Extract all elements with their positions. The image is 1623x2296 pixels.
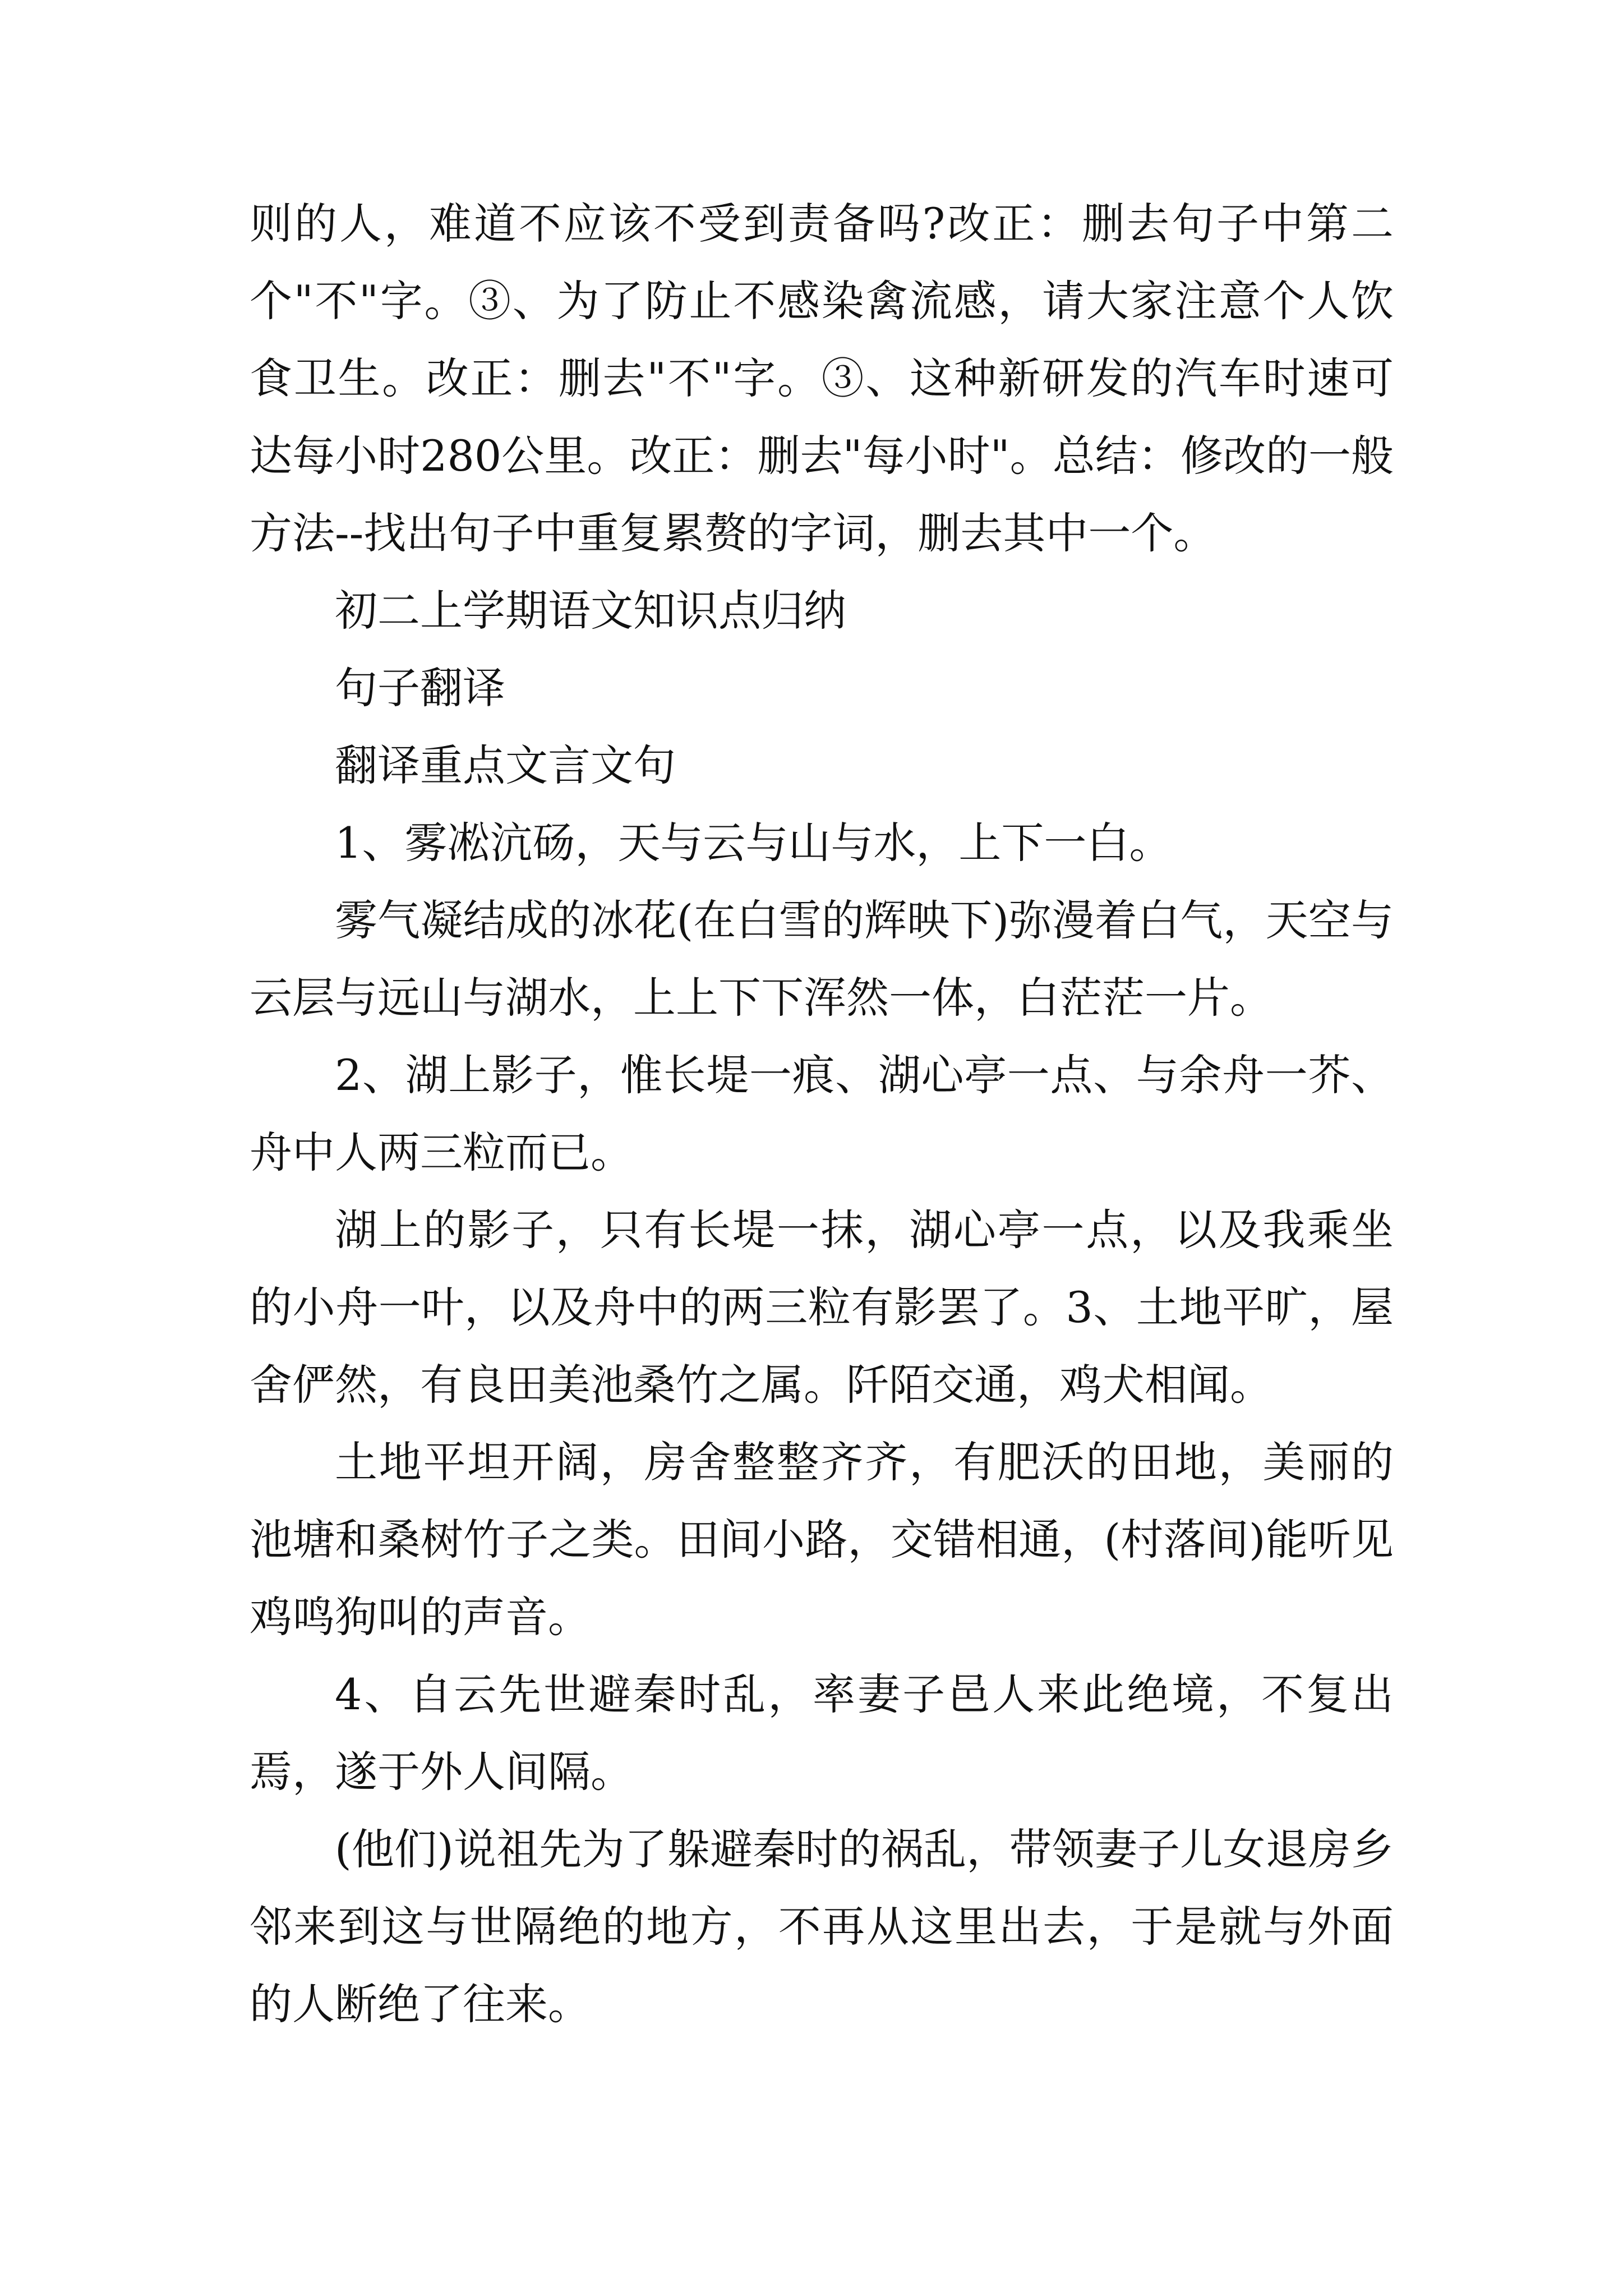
sentence-4-translation: (他们)说祖先为了躲避秦时的祸乱，带领妻子儿女退房乡邻来到这与世隔绝的地方，不再从这里出去，于是就与外面的人断绝了往来。: [250, 1824, 1394, 2029]
sentence-4-original: 4、自云先世避秦时乱，率妻子邑人来此绝境，不复出焉，遂于外人间隔。: [250, 1669, 1394, 1797]
sentence-1-translation: 雾气凝结成的冰花(在白雪的辉映下)弥漫着白气，天空与云层与远山与湖水，上上下下浑然一体，白茫茫一片。: [250, 895, 1394, 1023]
sentence-2-original: 2、湖上影子，惟长堤一痕、湖心亭一点、与余舟一芥、舟中人两三粒而已。: [250, 1050, 1394, 1177]
subsection-subheading: 翻译重点文言文句: [335, 740, 676, 790]
sentence-1-original: 1、雾凇沆砀，天与云与山与水，上下一白。: [335, 818, 1172, 868]
document-body: [250, 185, 1394, 2043]
sentence-3-translation: 土地平坦开阔，房舍整整齐齐，有肥沃的田地，美丽的池塘和桑树竹子之类。田间小路，交错相通，(村落间)能听见鸡鸣狗叫的声音。: [250, 1437, 1394, 1642]
sentence-2-translation: 湖上的影子，只有长堤一抹，湖心亭一点，以及我乘坐的小舟一叶，以及舟中的两三粒有影罢了。3、土地平旷，屋舍俨然，有良田美池桑竹之属。阡陌交通，鸡犬相闻。: [250, 1205, 1394, 1410]
subsection-heading: 句子翻译: [335, 663, 505, 713]
paragraph-1: 则的人，难道不应该不受到责备吗?改正：删去句子中第二个"不"字。③、为了防止不感染禽流感，请大家注意个人饮食卫生。改正：删去"不"字。③、这种新研发的汽车时速可达每小时280公里。改正：删去"每小时"。总结：修改的一般方法--找出句子中重复累赘的字词，删去其中一个。: [250, 199, 1394, 558]
section-title: 初二上学期语文知识点归纳: [335, 586, 846, 636]
